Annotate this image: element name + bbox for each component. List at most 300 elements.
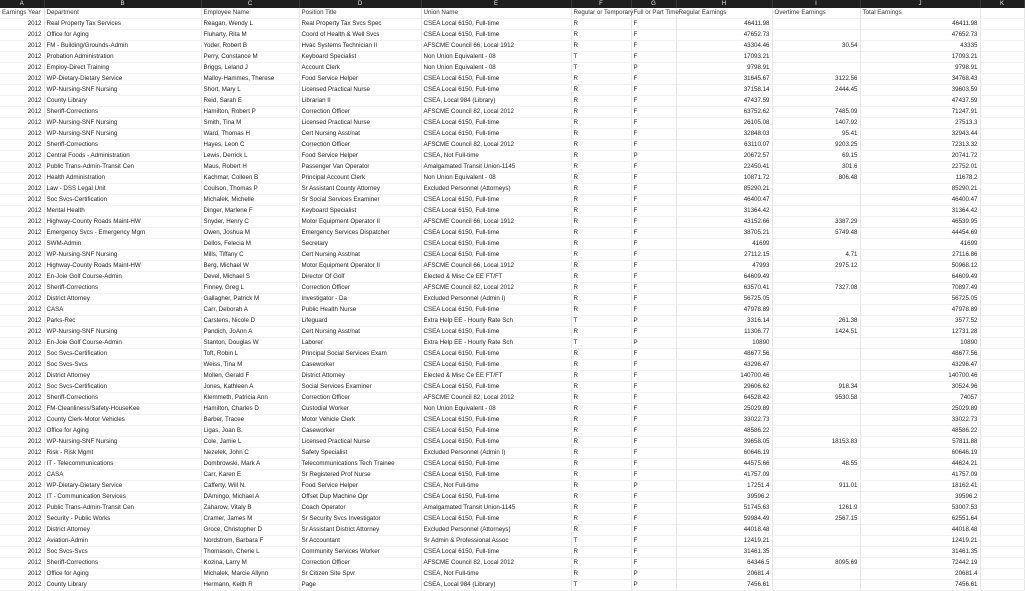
table-cell[interactable]: IT - Telecommunications bbox=[44, 459, 201, 470]
table-cell[interactable] bbox=[772, 52, 860, 63]
table-cell[interactable]: Custodial Worker bbox=[299, 404, 421, 415]
table-cell[interactable]: 11306.77 bbox=[676, 327, 772, 338]
table-cell[interactable]: F bbox=[631, 404, 676, 415]
table-cell[interactable]: 64609.49 bbox=[860, 272, 980, 283]
table-cell[interactable]: F bbox=[631, 19, 676, 30]
table-cell[interactable]: Community Services Worker bbox=[299, 547, 421, 558]
table-cell[interactable]: 57811.88 bbox=[860, 437, 980, 448]
table-cell[interactable]: 46400.47 bbox=[860, 195, 980, 206]
table-cell[interactable]: 41757.09 bbox=[676, 470, 772, 481]
table-cell[interactable]: Cramer, James M bbox=[201, 514, 299, 525]
table-cell[interactable]: Sr Social Services Examiner bbox=[299, 195, 421, 206]
table-cell[interactable]: 46411.98 bbox=[860, 19, 980, 30]
table-cell[interactable]: Kozina, Larry M bbox=[201, 558, 299, 569]
table-cell[interactable]: Office for Aging bbox=[44, 30, 201, 41]
table-cell[interactable]: R bbox=[571, 283, 631, 294]
table-cell[interactable]: 10890 bbox=[676, 338, 772, 349]
table-cell[interactable] bbox=[980, 558, 1024, 569]
table-cell[interactable]: Motor Equipment Operator II bbox=[299, 261, 421, 272]
table-cell[interactable]: Extra Help EE - Hourly Rate Sch bbox=[421, 316, 571, 327]
table-cell[interactable] bbox=[980, 30, 1024, 41]
table-cell[interactable]: F bbox=[631, 558, 676, 569]
table-cell[interactable]: CSEA Local 6150, Full-time bbox=[421, 426, 571, 437]
table-cell[interactable] bbox=[980, 327, 1024, 338]
table-cell[interactable]: County Library bbox=[44, 96, 201, 107]
table-cell[interactable]: Sheriff-Corrections bbox=[44, 283, 201, 294]
table-cell[interactable]: R bbox=[571, 371, 631, 382]
table-cell[interactable]: Page bbox=[299, 580, 421, 591]
table-cell[interactable]: P bbox=[631, 316, 676, 327]
table-cell[interactable]: 8095.69 bbox=[772, 558, 860, 569]
table-cell[interactable]: Food Service Helper bbox=[299, 481, 421, 492]
table-cell[interactable]: 30.54 bbox=[772, 41, 860, 52]
table-cell[interactable]: Food Service Helper bbox=[299, 74, 421, 85]
table-cell[interactable]: R bbox=[571, 448, 631, 459]
table-cell[interactable] bbox=[980, 250, 1024, 261]
table-cell[interactable]: Highway-County Roads Maint-HW bbox=[44, 217, 201, 228]
table-cell[interactable]: Secretary bbox=[299, 239, 421, 250]
table-cell[interactable]: R bbox=[571, 74, 631, 85]
table-cell[interactable] bbox=[772, 426, 860, 437]
table-cell[interactable]: 27112.15 bbox=[676, 250, 772, 261]
table-cell[interactable]: 95.41 bbox=[772, 129, 860, 140]
table-cell[interactable]: 2012 bbox=[0, 63, 44, 74]
table-cell[interactable]: 3387.29 bbox=[772, 217, 860, 228]
table-cell[interactable]: 47437.59 bbox=[676, 96, 772, 107]
table-cell[interactable]: 2012 bbox=[0, 580, 44, 591]
table-cell[interactable] bbox=[980, 437, 1024, 448]
table-cell[interactable]: 43152.66 bbox=[676, 217, 772, 228]
table-cell[interactable] bbox=[772, 338, 860, 349]
table-cell[interactable]: R bbox=[571, 470, 631, 481]
table-cell[interactable]: 44018.48 bbox=[860, 525, 980, 536]
header-cell[interactable]: Employee Name bbox=[201, 8, 299, 19]
table-cell[interactable]: R bbox=[571, 415, 631, 426]
table-cell[interactable]: 85290.21 bbox=[860, 184, 980, 195]
table-cell[interactable] bbox=[772, 360, 860, 371]
table-cell[interactable]: R bbox=[571, 250, 631, 261]
table-cell[interactable] bbox=[980, 569, 1024, 580]
table-cell[interactable]: FM-Cleanliness/Safety-HouseKee bbox=[44, 404, 201, 415]
table-cell[interactable]: Laborer bbox=[299, 338, 421, 349]
table-cell[interactable]: 20681.4 bbox=[860, 569, 980, 580]
table-cell[interactable]: WP-Nursing-SNF Nursing bbox=[44, 85, 201, 96]
table-cell[interactable]: 11678.2 bbox=[860, 173, 980, 184]
table-cell[interactable]: 48677.56 bbox=[860, 349, 980, 360]
column-letter-d[interactable]: D bbox=[299, 0, 421, 8]
table-cell[interactable]: 20741.72 bbox=[860, 151, 980, 162]
table-cell[interactable]: F bbox=[631, 448, 676, 459]
table-cell[interactable]: 2012 bbox=[0, 85, 44, 96]
table-cell[interactable]: 43335 bbox=[860, 41, 980, 52]
table-cell[interactable]: Correction Officer bbox=[299, 393, 421, 404]
table-cell[interactable]: R bbox=[571, 569, 631, 580]
table-cell[interactable]: Offset Dup Machine Opr bbox=[299, 492, 421, 503]
table-cell[interactable] bbox=[980, 448, 1024, 459]
table-cell[interactable]: Keyboard Specialist bbox=[299, 52, 421, 63]
table-cell[interactable] bbox=[980, 338, 1024, 349]
table-cell[interactable]: 69.15 bbox=[772, 151, 860, 162]
table-cell[interactable]: R bbox=[571, 261, 631, 272]
table-cell[interactable]: R bbox=[571, 162, 631, 173]
table-cell[interactable]: 2012 bbox=[0, 536, 44, 547]
table-cell[interactable]: 43296.47 bbox=[860, 360, 980, 371]
table-cell[interactable]: Public Trans-Admin-Transit Cen bbox=[44, 162, 201, 173]
table-cell[interactable]: CASA bbox=[44, 305, 201, 316]
table-cell[interactable]: Excluded Personnel (Attorneys) bbox=[421, 184, 571, 195]
table-cell[interactable]: 2012 bbox=[0, 30, 44, 41]
table-cell[interactable]: 140700.46 bbox=[676, 371, 772, 382]
table-cell[interactable]: F bbox=[631, 514, 676, 525]
table-cell[interactable]: County Library bbox=[44, 580, 201, 591]
table-cell[interactable]: 2012 bbox=[0, 360, 44, 371]
table-cell[interactable]: 41699 bbox=[860, 239, 980, 250]
table-cell[interactable]: P bbox=[631, 569, 676, 580]
table-cell[interactable]: 2012 bbox=[0, 239, 44, 250]
table-cell[interactable]: 38705.21 bbox=[676, 228, 772, 239]
table-cell[interactable]: 71247.91 bbox=[860, 107, 980, 118]
table-cell[interactable] bbox=[980, 195, 1024, 206]
table-cell[interactable]: Sr Assistant District Attorney bbox=[299, 525, 421, 536]
table-cell[interactable]: Sr Assistant County Attorney bbox=[299, 184, 421, 195]
table-cell[interactable]: SWM-Admin bbox=[44, 239, 201, 250]
table-cell[interactable]: Hvac Systems Technician II bbox=[299, 41, 421, 52]
table-cell[interactable] bbox=[772, 569, 860, 580]
table-cell[interactable]: 2012 bbox=[0, 492, 44, 503]
table-cell[interactable]: Hayes, Leon C bbox=[201, 140, 299, 151]
table-cell[interactable]: CSEA Local 6150, Full-time bbox=[421, 349, 571, 360]
table-cell[interactable]: R bbox=[571, 382, 631, 393]
table-cell[interactable]: 2012 bbox=[0, 525, 44, 536]
table-cell[interactable]: Cole, Jamie L bbox=[201, 437, 299, 448]
table-cell[interactable] bbox=[980, 426, 1024, 437]
table-cell[interactable] bbox=[980, 239, 1024, 250]
table-cell[interactable] bbox=[980, 536, 1024, 547]
column-letter-f[interactable]: F bbox=[571, 0, 631, 8]
table-cell[interactable]: Michalek, Marcie Allynn bbox=[201, 569, 299, 580]
table-cell[interactable]: 44018.48 bbox=[676, 525, 772, 536]
column-letter-k[interactable]: K bbox=[980, 0, 1024, 8]
table-cell[interactable]: Owen, Joshua M bbox=[201, 228, 299, 239]
table-cell[interactable] bbox=[980, 283, 1024, 294]
table-cell[interactable]: Licensed Practical Nurse bbox=[299, 85, 421, 96]
table-cell[interactable]: Nordstrom, Barbara F bbox=[201, 536, 299, 547]
table-cell[interactable]: F bbox=[631, 173, 676, 184]
table-cell[interactable]: Reid, Sarah E bbox=[201, 96, 299, 107]
table-cell[interactable]: 5749.48 bbox=[772, 228, 860, 239]
table-cell[interactable]: 30524.96 bbox=[860, 382, 980, 393]
table-cell[interactable]: Real Property Tax Svcs Spec bbox=[299, 19, 421, 30]
table-cell[interactable]: 2012 bbox=[0, 294, 44, 305]
table-cell[interactable]: F bbox=[631, 382, 676, 393]
table-cell[interactable] bbox=[980, 459, 1024, 470]
table-cell[interactable]: 46411.98 bbox=[676, 19, 772, 30]
table-cell[interactable]: F bbox=[631, 250, 676, 261]
table-cell[interactable] bbox=[980, 217, 1024, 228]
table-cell[interactable]: CSEA Local 6150, Full-time bbox=[421, 492, 571, 503]
table-cell[interactable]: Law - DSS Legal Unit bbox=[44, 184, 201, 195]
table-cell[interactable]: 2012 bbox=[0, 261, 44, 272]
table-cell[interactable]: 1261.9 bbox=[772, 503, 860, 514]
table-cell[interactable]: CSEA, Not Full-time bbox=[421, 151, 571, 162]
table-cell[interactable]: Motor Vehicle Clerk bbox=[299, 415, 421, 426]
table-cell[interactable]: 2012 bbox=[0, 569, 44, 580]
table-cell[interactable]: CSEA, Local 984 (Library) bbox=[421, 580, 571, 591]
table-cell[interactable]: R bbox=[571, 360, 631, 371]
table-cell[interactable]: 44575.66 bbox=[676, 459, 772, 470]
table-cell[interactable]: Devel, Michael S bbox=[201, 272, 299, 283]
table-cell[interactable] bbox=[772, 525, 860, 536]
table-cell[interactable] bbox=[980, 470, 1024, 481]
table-cell[interactable]: 7485.09 bbox=[772, 107, 860, 118]
table-cell[interactable]: 2012 bbox=[0, 96, 44, 107]
table-cell[interactable] bbox=[980, 184, 1024, 195]
table-cell[interactable]: Lifeguard bbox=[299, 316, 421, 327]
table-cell[interactable]: F bbox=[631, 426, 676, 437]
table-cell[interactable]: 48677.56 bbox=[676, 349, 772, 360]
table-cell[interactable]: 2012 bbox=[0, 140, 44, 151]
table-cell[interactable]: F bbox=[631, 85, 676, 96]
table-cell[interactable]: Reagan, Wendy L bbox=[201, 19, 299, 30]
table-cell[interactable]: Zaharow, Vitaly B bbox=[201, 503, 299, 514]
table-cell[interactable]: 3122.56 bbox=[772, 74, 860, 85]
table-cell[interactable]: R bbox=[571, 206, 631, 217]
table-cell[interactable]: Elected & Misc Ce EE FT/FT bbox=[421, 371, 571, 382]
table-cell[interactable] bbox=[772, 272, 860, 283]
table-cell[interactable]: Smith, Tina M bbox=[201, 118, 299, 129]
table-cell[interactable]: AFSCME Council 66, Local 1912 bbox=[421, 217, 571, 228]
table-cell[interactable]: Non Union Equivalent - 08 bbox=[421, 173, 571, 184]
header-cell[interactable]: Department bbox=[44, 8, 201, 19]
table-cell[interactable]: 4.71 bbox=[772, 250, 860, 261]
table-cell[interactable]: CSEA Local 6150, Full-time bbox=[421, 382, 571, 393]
table-cell[interactable]: 50968.12 bbox=[860, 261, 980, 272]
table-cell[interactable]: CSEA Local 6150, Full-time bbox=[421, 305, 571, 316]
table-cell[interactable]: Public Trans-Admin-Transit Cen bbox=[44, 503, 201, 514]
table-cell[interactable]: Sheriff-Corrections bbox=[44, 558, 201, 569]
table-cell[interactable]: Carr, Karen E bbox=[201, 470, 299, 481]
table-cell[interactable] bbox=[980, 525, 1024, 536]
table-cell[interactable]: T bbox=[571, 580, 631, 591]
table-cell[interactable]: Correction Officer bbox=[299, 283, 421, 294]
table-cell[interactable]: WP-Nursing-SNF Nursing bbox=[44, 250, 201, 261]
table-cell[interactable]: Director Of Golf bbox=[299, 272, 421, 283]
header-cell[interactable]: Position Title bbox=[299, 8, 421, 19]
table-cell[interactable]: 2012 bbox=[0, 118, 44, 129]
table-cell[interactable]: CSEA Local 6150, Full-time bbox=[421, 19, 571, 30]
table-cell[interactable]: Sheriff-Corrections bbox=[44, 140, 201, 151]
table-cell[interactable] bbox=[980, 129, 1024, 140]
table-cell[interactable] bbox=[772, 404, 860, 415]
table-cell[interactable]: 56725.05 bbox=[676, 294, 772, 305]
table-cell[interactable]: R bbox=[571, 525, 631, 536]
table-cell[interactable]: CSEA Local 6150, Full-time bbox=[421, 195, 571, 206]
table-cell[interactable]: Office for Aging bbox=[44, 569, 201, 580]
table-cell[interactable]: F bbox=[631, 184, 676, 195]
table-cell[interactable]: F bbox=[631, 415, 676, 426]
table-cell[interactable]: Motor Equipment Operator II bbox=[299, 217, 421, 228]
table-cell[interactable] bbox=[772, 448, 860, 459]
table-cell[interactable]: T bbox=[571, 338, 631, 349]
table-cell[interactable]: Correction Officer bbox=[299, 558, 421, 569]
table-cell[interactable]: AFSCME Council 66, Local 1912 bbox=[421, 261, 571, 272]
table-cell[interactable]: 43304.46 bbox=[676, 41, 772, 52]
table-cell[interactable]: 2012 bbox=[0, 162, 44, 173]
table-cell[interactable]: CSEA, Not Full-time bbox=[421, 481, 571, 492]
table-cell[interactable]: CSEA Local 6150, Full-time bbox=[421, 74, 571, 85]
table-cell[interactable]: 2012 bbox=[0, 19, 44, 30]
table-cell[interactable]: R bbox=[571, 228, 631, 239]
table-cell[interactable]: 25029.89 bbox=[676, 404, 772, 415]
table-cell[interactable] bbox=[980, 393, 1024, 404]
header-cell[interactable]: Regular Earnings bbox=[676, 8, 772, 19]
table-cell[interactable]: 2012 bbox=[0, 349, 44, 360]
table-cell[interactable]: 46539.95 bbox=[860, 217, 980, 228]
table-cell[interactable]: 2012 bbox=[0, 393, 44, 404]
table-cell[interactable]: Carr, Deborah A bbox=[201, 305, 299, 316]
table-cell[interactable]: P bbox=[631, 151, 676, 162]
table-cell[interactable] bbox=[772, 470, 860, 481]
table-cell[interactable]: 31645.67 bbox=[676, 74, 772, 85]
header-cell[interactable]: Overtime Earnings bbox=[772, 8, 860, 19]
header-cell[interactable]: Union Name bbox=[421, 8, 571, 19]
table-cell[interactable]: R bbox=[571, 503, 631, 514]
table-cell[interactable]: Hamilton, Robert P bbox=[201, 107, 299, 118]
table-cell[interactable] bbox=[980, 107, 1024, 118]
table-cell[interactable]: Highway-County Roads Maint-HW bbox=[44, 261, 201, 272]
table-cell[interactable] bbox=[772, 415, 860, 426]
table-cell[interactable] bbox=[980, 360, 1024, 371]
table-cell[interactable]: R bbox=[571, 129, 631, 140]
table-cell[interactable]: T bbox=[571, 63, 631, 74]
table-cell[interactable]: F bbox=[631, 118, 676, 129]
table-cell[interactable]: WP-Nursing-SNF Nursing bbox=[44, 327, 201, 338]
table-cell[interactable]: F bbox=[631, 294, 676, 305]
table-cell[interactable]: 2012 bbox=[0, 558, 44, 569]
table-cell[interactable]: Health Administration bbox=[44, 173, 201, 184]
table-cell[interactable]: 48586.22 bbox=[860, 426, 980, 437]
table-cell[interactable] bbox=[980, 74, 1024, 85]
table-cell[interactable]: CSEA Local 6150, Full-time bbox=[421, 459, 571, 470]
table-cell[interactable]: WP-Nursing-SNF Nursing bbox=[44, 118, 201, 129]
table-cell[interactable]: R bbox=[571, 85, 631, 96]
table-cell[interactable]: F bbox=[631, 349, 676, 360]
table-cell[interactable]: District Attorney bbox=[44, 371, 201, 382]
table-cell[interactable]: Thomason, Cherie L bbox=[201, 547, 299, 558]
table-cell[interactable]: 41757.09 bbox=[860, 470, 980, 481]
table-cell[interactable]: 27513.3 bbox=[860, 118, 980, 129]
table-cell[interactable]: Passenger Van Operator bbox=[299, 162, 421, 173]
table-cell[interactable]: R bbox=[571, 393, 631, 404]
table-cell[interactable]: 2012 bbox=[0, 415, 44, 426]
table-cell[interactable]: 56725.05 bbox=[860, 294, 980, 305]
table-cell[interactable] bbox=[772, 195, 860, 206]
table-cell[interactable]: 2012 bbox=[0, 547, 44, 558]
table-cell[interactable] bbox=[772, 96, 860, 107]
table-cell[interactable]: F bbox=[631, 305, 676, 316]
table-cell[interactable]: AFSCME Council 82, Local 2012 bbox=[421, 283, 571, 294]
table-cell[interactable]: 17093.21 bbox=[676, 52, 772, 63]
table-cell[interactable]: Soc Svcs-Certification bbox=[44, 349, 201, 360]
table-cell[interactable]: Maus, Robert H bbox=[201, 162, 299, 173]
table-cell[interactable]: 2012 bbox=[0, 195, 44, 206]
table-cell[interactable]: Employ-Direct Training bbox=[44, 63, 201, 74]
table-cell[interactable]: 2012 bbox=[0, 437, 44, 448]
table-cell[interactable]: F bbox=[631, 437, 676, 448]
table-cell[interactable] bbox=[980, 19, 1024, 30]
table-cell[interactable]: Hermann, Keith R bbox=[201, 580, 299, 591]
table-cell[interactable]: 2012 bbox=[0, 283, 44, 294]
table-cell[interactable]: District Attorney bbox=[299, 371, 421, 382]
table-cell[interactable]: 47993 bbox=[676, 261, 772, 272]
table-cell[interactable]: CSEA Local 6150, Full-time bbox=[421, 415, 571, 426]
table-cell[interactable]: 2012 bbox=[0, 305, 44, 316]
table-cell[interactable]: 26105.08 bbox=[676, 118, 772, 129]
table-cell[interactable]: Social Services Examiner bbox=[299, 382, 421, 393]
table-cell[interactable] bbox=[980, 261, 1024, 272]
table-cell[interactable]: 2012 bbox=[0, 404, 44, 415]
table-cell[interactable] bbox=[980, 316, 1024, 327]
table-cell[interactable]: Coord of Health & Well Svcs bbox=[299, 30, 421, 41]
table-cell[interactable]: F bbox=[631, 140, 676, 151]
table-cell[interactable]: P bbox=[631, 63, 676, 74]
table-cell[interactable]: Investigator - Da bbox=[299, 294, 421, 305]
table-cell[interactable]: Correction Officer bbox=[299, 107, 421, 118]
table-cell[interactable]: Sheriff-Corrections bbox=[44, 107, 201, 118]
table-cell[interactable]: CSEA Local 6150, Full-time bbox=[421, 228, 571, 239]
table-cell[interactable]: Probation Administration bbox=[44, 52, 201, 63]
table-cell[interactable]: Gallagher, Patrick M bbox=[201, 294, 299, 305]
table-cell[interactable]: Risk - Risk Mgmt bbox=[44, 448, 201, 459]
table-cell[interactable]: 2012 bbox=[0, 151, 44, 162]
table-cell[interactable] bbox=[772, 294, 860, 305]
table-cell[interactable]: Cert Nursing Asst/nat bbox=[299, 129, 421, 140]
table-cell[interactable]: 34768.43 bbox=[860, 74, 980, 85]
table-cell[interactable]: 63110.07 bbox=[676, 140, 772, 151]
table-cell[interactable]: Amalgamated Transit Union-1145 bbox=[421, 162, 571, 173]
table-cell[interactable]: Excluded Personnel (Admin I) bbox=[421, 294, 571, 305]
table-cell[interactable]: CSEA Local 6150, Full-time bbox=[421, 85, 571, 96]
table-cell[interactable]: CSEA Local 6150, Full-time bbox=[421, 239, 571, 250]
table-cell[interactable]: F bbox=[631, 129, 676, 140]
table-cell[interactable]: 9203.25 bbox=[772, 140, 860, 151]
table-cell[interactable]: Correction Officer bbox=[299, 140, 421, 151]
table-cell[interactable]: CSEA Local 6150, Full-time bbox=[421, 118, 571, 129]
table-cell[interactable]: 33022.73 bbox=[860, 415, 980, 426]
table-cell[interactable]: 2012 bbox=[0, 228, 44, 239]
table-cell[interactable]: Cert Nursing Asst/nat bbox=[299, 250, 421, 261]
table-cell[interactable]: 2012 bbox=[0, 514, 44, 525]
table-cell[interactable] bbox=[980, 85, 1024, 96]
table-cell[interactable]: 25029.89 bbox=[860, 404, 980, 415]
table-cell[interactable]: Sr Accountant bbox=[299, 536, 421, 547]
table-cell[interactable]: Public Health Nurse bbox=[299, 305, 421, 316]
table-cell[interactable]: CSEA Local 6150, Full-time bbox=[421, 30, 571, 41]
table-cell[interactable]: 2012 bbox=[0, 327, 44, 338]
table-cell[interactable] bbox=[980, 580, 1024, 591]
table-cell[interactable]: F bbox=[631, 459, 676, 470]
table-cell[interactable]: 47978.89 bbox=[676, 305, 772, 316]
table-cell[interactable]: 7456.61 bbox=[676, 580, 772, 591]
table-cell[interactable]: R bbox=[571, 437, 631, 448]
table-cell[interactable]: R bbox=[571, 558, 631, 569]
table-cell[interactable]: 2012 bbox=[0, 382, 44, 393]
table-cell[interactable]: F bbox=[631, 239, 676, 250]
table-cell[interactable]: Pandich, JoAnn A bbox=[201, 327, 299, 338]
table-cell[interactable]: Security - Public Works bbox=[44, 514, 201, 525]
table-cell[interactable] bbox=[980, 503, 1024, 514]
table-cell[interactable] bbox=[980, 349, 1024, 360]
